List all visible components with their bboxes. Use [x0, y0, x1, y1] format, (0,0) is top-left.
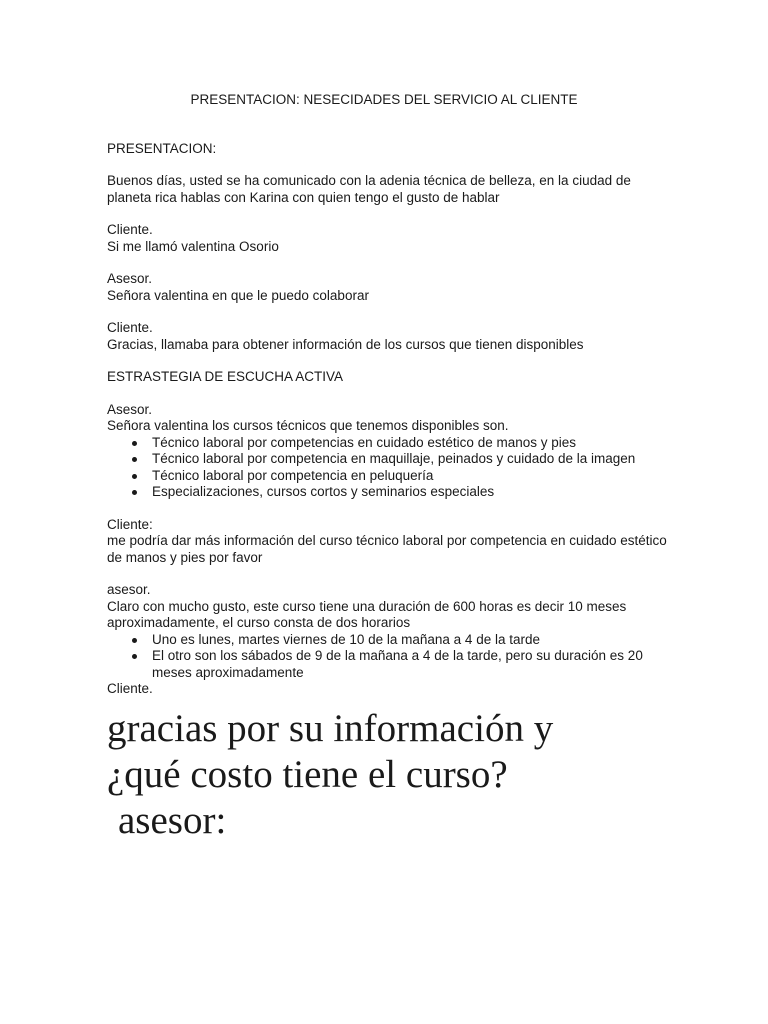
list-item: Especializaciones, cursos cortos y seminarios especiales — [152, 484, 667, 501]
large-text-line: asesor: — [118, 798, 227, 842]
speaker-label: Cliente. — [107, 222, 153, 237]
speaker-label: Asesor. — [107, 271, 153, 286]
schedules-list — [107, 632, 667, 682]
dialogue-line: Claro con mucho gusto, este curso tiene una duración de 600 horas es decir 10 meses aproximadamente, el curso consta de dos horarios — [107, 598, 627, 630]
dialogue-line: Si me llamó valentina Osorio — [107, 238, 279, 254]
dialogue-line: Gracias, llamaba para obtener información de los cursos que tienen disponibles — [107, 336, 584, 352]
large-text-line: gracias por su información y — [107, 706, 554, 750]
section-heading-escucha: ESTRASTEGIA DE ESCUCHA ACTIVA — [107, 369, 344, 384]
dialogue-line: Señora valentina en que le puedo colaborar — [107, 287, 369, 303]
speaker-label: Cliente: — [107, 516, 153, 532]
document-title: PRESENTACION: NESECIDADES DEL SERVICIO AL CLIENTE — [190, 92, 578, 107]
list-item: Uno es lunes, martes viernes de 10 de la mañana a 4 de la tarde — [152, 632, 667, 649]
list-item: El otro son los sábados de 9 de la mañana a 4 de la tarde, pero su duración es 20 meses aproximadamente — [152, 648, 667, 681]
section-heading-presentacion: PRESENTACION: — [107, 140, 217, 156]
courses-list — [107, 435, 667, 501]
greeting-paragraph: Buenos días, usted se ha comunicado con la adenia técnica de belleza, en la ciudad de planeta rica hablas con Karina con quien tengo el gusto de hablar — [107, 173, 631, 205]
list-item: Técnico laboral por competencias en cuidado estético de manos y pies — [152, 435, 667, 452]
dialogue-line: Señora valentina los cursos técnicos que tenemos disponibles son. — [107, 418, 509, 433]
list-item: Técnico laboral por competencia en peluquería — [152, 468, 667, 485]
document-body — [107, 92, 667, 844]
speaker-label: Asesor. — [107, 401, 153, 417]
list-item: Técnico laboral por competencia en maquillaje, peinados y cuidado de la imagen — [152, 451, 667, 468]
large-text-line: ¿qué costo tiene el curso? — [107, 752, 508, 796]
speaker-label: Cliente. — [107, 681, 153, 696]
speaker-label: Cliente. — [107, 320, 153, 335]
dialogue-line: me podría dar más información del curso técnico laboral por competencia en cuidado estético de manos y pies por favor — [107, 533, 667, 565]
speaker-label: asesor. — [107, 582, 151, 597]
